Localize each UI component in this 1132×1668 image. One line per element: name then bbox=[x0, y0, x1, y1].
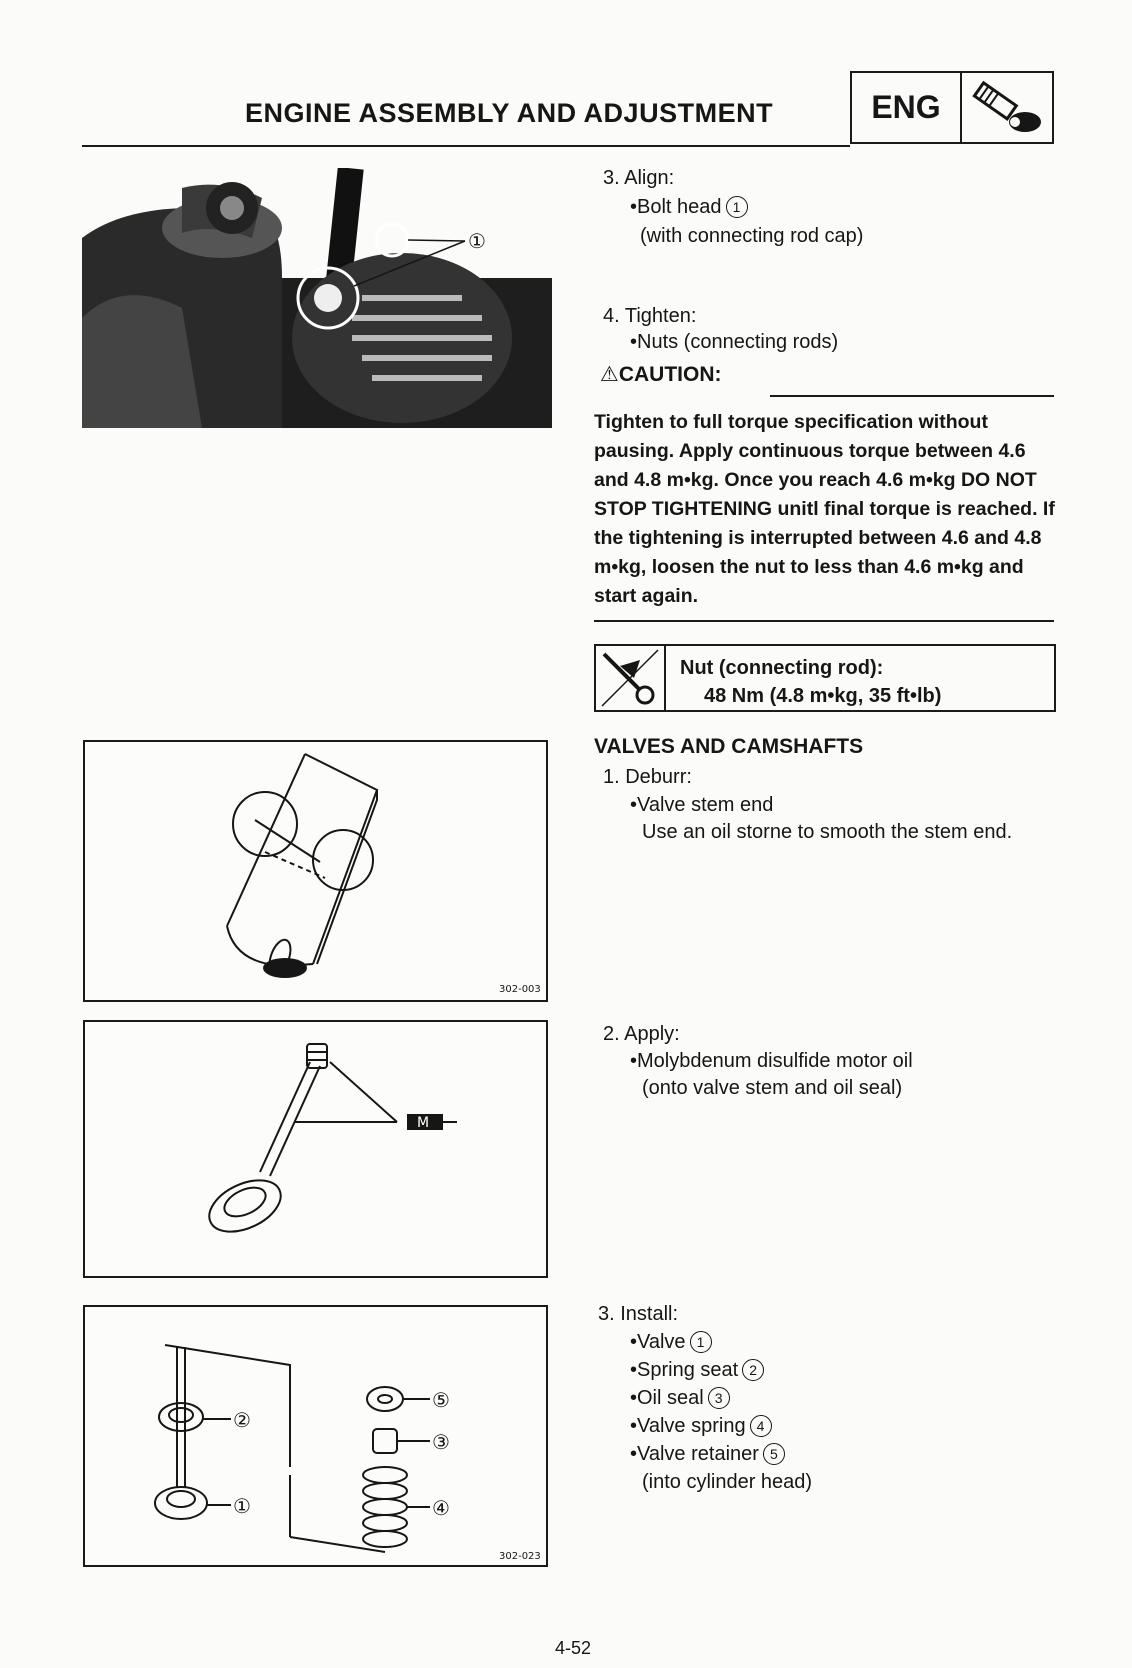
callout-oil-seal: ③ bbox=[432, 1430, 450, 1454]
ref-circle: 2 bbox=[742, 1359, 764, 1381]
torque-wrench-icon bbox=[596, 646, 666, 710]
figure-valve-stem-end bbox=[83, 740, 548, 1002]
callout-spring-seat: ② bbox=[233, 1408, 251, 1432]
install-item-text: •Spring seat bbox=[630, 1359, 739, 1381]
torque-spec-text bbox=[666, 646, 941, 710]
callout-valve: ① bbox=[233, 1494, 251, 1518]
step-deburr-item: •Valve stem end bbox=[630, 794, 774, 816]
figure-code: 302-023 bbox=[499, 1551, 541, 1562]
step-apply-label: 2. Apply: bbox=[603, 1023, 680, 1045]
torque-spec-box bbox=[594, 644, 1056, 712]
install-item-3 bbox=[630, 1384, 730, 1412]
step-apply-item: •Molybdenum disulfide motor oil bbox=[630, 1050, 913, 1072]
section-title-valves: VALVES AND CAMSHAFTS bbox=[594, 735, 864, 758]
ref-circle: 3 bbox=[708, 1387, 730, 1409]
torque-spec-label: Nut (connecting rod): bbox=[680, 657, 884, 679]
step-deburr-note: Use an oil storne to smooth the stem end. bbox=[642, 821, 1013, 843]
install-item-text: •Oil seal bbox=[630, 1387, 704, 1409]
step-align-item bbox=[630, 193, 748, 221]
step-tighten-label: 4. Tighten: bbox=[603, 305, 697, 327]
ref-circle: 5 bbox=[763, 1443, 785, 1465]
step-install-label: 3. Install: bbox=[598, 1303, 679, 1325]
header-divider bbox=[82, 145, 850, 147]
install-item-1 bbox=[630, 1328, 712, 1356]
install-item-text: •Valve spring bbox=[630, 1415, 746, 1437]
caution-text: Tighten to full torque specification without pausing. Apply continuous torque between 4.6 and 4.8 m•kg. Once you reach 4.6 m•kg DO NOT STOP TIGHTENING unitl final torque is reached. If the tightening is interrupted between 4.6 and 4.8 m•kg, loosen the nut to less than 4.6 m•kg and start again. bbox=[594, 411, 1055, 607]
ref-circle: 1 bbox=[690, 1331, 712, 1353]
step-align-note: (with connecting rod cap) bbox=[640, 225, 864, 247]
install-item-5 bbox=[630, 1440, 785, 1468]
install-item-text: •Valve retainer bbox=[630, 1443, 759, 1465]
install-note: (into cylinder head) bbox=[642, 1471, 813, 1493]
caution-title: ⚠CAUTION: bbox=[600, 363, 722, 386]
callout-valve-spring: ④ bbox=[432, 1496, 450, 1520]
callout-valve-retainer: ⑤ bbox=[432, 1388, 450, 1412]
engine-icon bbox=[962, 73, 1052, 142]
section-badge bbox=[850, 71, 1054, 144]
photo-callout-1: ① bbox=[468, 229, 486, 253]
ref-circle: 1 bbox=[726, 196, 748, 218]
figure-valve-oil bbox=[83, 1020, 548, 1278]
step-apply-note: (onto valve stem and oil seal) bbox=[642, 1077, 903, 1099]
moly-oil-symbol: M bbox=[417, 1115, 430, 1131]
section-badge-label: ENG bbox=[852, 73, 962, 142]
install-item-text: •Valve bbox=[630, 1331, 686, 1353]
figure-code: 302-003 bbox=[499, 984, 541, 995]
install-item-4 bbox=[630, 1412, 772, 1440]
ref-circle: 4 bbox=[750, 1415, 772, 1437]
install-item-2 bbox=[630, 1356, 764, 1384]
figure-valve-components bbox=[83, 1305, 548, 1567]
caution-divider-bottom bbox=[594, 620, 1054, 622]
torque-spec-value: 48 Nm (4.8 m•kg, 35 ft•lb) bbox=[704, 685, 942, 707]
page-number: 4-52 bbox=[555, 1638, 592, 1658]
page-title: ENGINE ASSEMBLY AND ADJUSTMENT bbox=[245, 98, 774, 128]
step-tighten-item: •Nuts (connecting rods) bbox=[630, 331, 839, 353]
caution-divider-top bbox=[770, 395, 1054, 397]
crankshaft-photo bbox=[82, 168, 552, 428]
step-align-label: 3. Align: bbox=[603, 167, 675, 189]
step-deburr-label: 1. Deburr: bbox=[603, 766, 692, 788]
step-align-item-text: •Bolt head bbox=[630, 196, 722, 218]
